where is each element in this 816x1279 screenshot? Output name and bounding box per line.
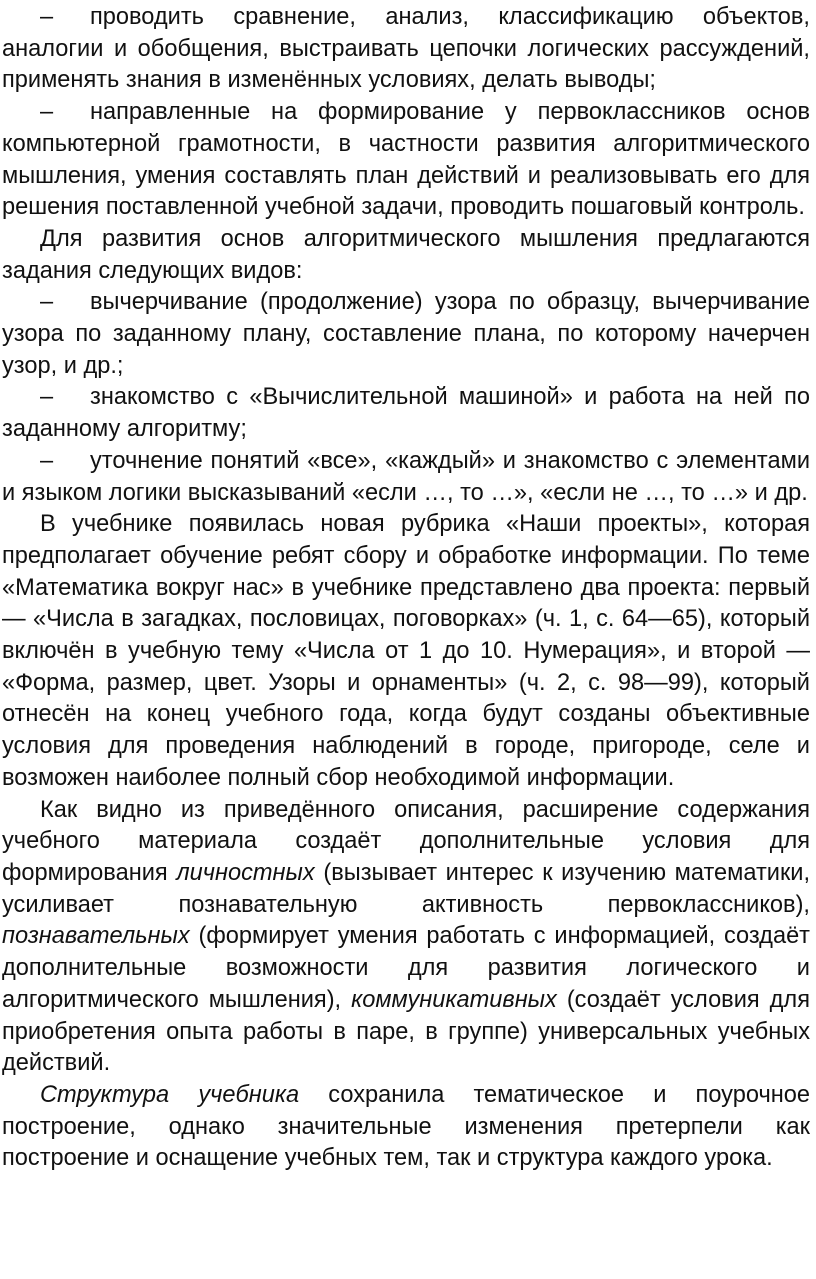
text-run: (вызывает интерес к изучению математики, усиливает познавательную активность первоклассников),	[2, 859, 811, 918]
italic-term-structure: Структура учебника	[40, 1081, 300, 1108]
bullet-text: знакомство с «Вычислительной машиной» и работа на ней по заданному алгоритму;	[2, 384, 810, 443]
bullet-text: проводить сравнение, анализ, классификацию объектов, аналогии и обобщения, выстраивать цепочки логических рассуждений, применять знания в изменённых условиях, делать выводы;	[2, 4, 810, 94]
paragraph-textbook-structure	[2, 1080, 810, 1175]
text-run: (формирует умения работать с информацией, создаёт дополнительные возможности для развития логического и алгоритмического мышления),	[2, 923, 810, 1013]
paragraph-learning-actions	[2, 795, 810, 1080]
dash-marker: –	[40, 4, 54, 30]
italic-term-cognitive: познавательных	[2, 923, 190, 950]
bullet-text: вычерчивание (продолжение) узора по образцу, вычерчивание узора по заданному плану, составление плана, по которому начерчен узор, и др.;	[2, 289, 810, 379]
bullet-item-comparison	[2, 2, 810, 97]
bullet-item-logic-concepts	[2, 446, 810, 509]
bullet-item-computer-literacy	[2, 97, 810, 224]
paragraph-projects: В учебнике появилась новая рубрика «Наши проекты», которая предполагает обучение ребят сбору и обработке информации. По теме «Математика вокруг нас» в учебнике представлено два проекта: первый — «Числа в загадках, пословицах, поговорках» (ч. 1, с. 64—65), который включён в учебную тему «Числа от 1 до 10. Нумерация», и второй — «Форма, размер, цвет. Узоры и орнаменты» (ч. 2, с. 98—99), который отнесён на конец учебного года, когда будут созданы объективные условия для проведения наблюдений в городе, пригороде, селе и возможен наиболее полный сбор необходимой информации.	[2, 511, 810, 791]
italic-term-personal: личностных	[176, 859, 315, 886]
bullet-item-computing-machine	[2, 382, 810, 445]
paragraph-task-types-intro: Для развития основ алгоритмического мышления предлагаются задания следующих видов:	[2, 225, 810, 284]
dash-marker: –	[40, 447, 54, 474]
bullet-text: направленные на формирование у первоклассников основ компьютерной грамотности, в частности развития алгоритмического мышления, умения составлять план действий и реализовывать его для решения поставленной учебной задачи, проводить пошаговый контроль.	[2, 99, 810, 221]
bullet-text: уточнение понятий «все», «каждый» и знакомство с элементами и языком логики высказываний «если …, то …», «если не …, то …» и др.	[2, 447, 810, 506]
text-run: (создаёт условия для приобретения опыта работы в паре, в группе) универсальных учебных действий.	[2, 986, 810, 1077]
italic-term-communicative: коммуникативных	[351, 986, 557, 1013]
text-run: Как видно из приведённого описания, расширение содержания учебного материала создаёт дополнительные условия для формирования	[2, 796, 810, 886]
dash-marker: –	[40, 384, 54, 411]
text-run: сохранила тематическое и поурочное построение, однако значительные изменения претерпели как построение и оснащение учебных тем, так и структура каждого урока.	[2, 1081, 811, 1172]
dash-marker: –	[40, 99, 54, 126]
bullet-item-pattern-drawing	[2, 287, 810, 382]
dash-marker: –	[40, 289, 54, 316]
